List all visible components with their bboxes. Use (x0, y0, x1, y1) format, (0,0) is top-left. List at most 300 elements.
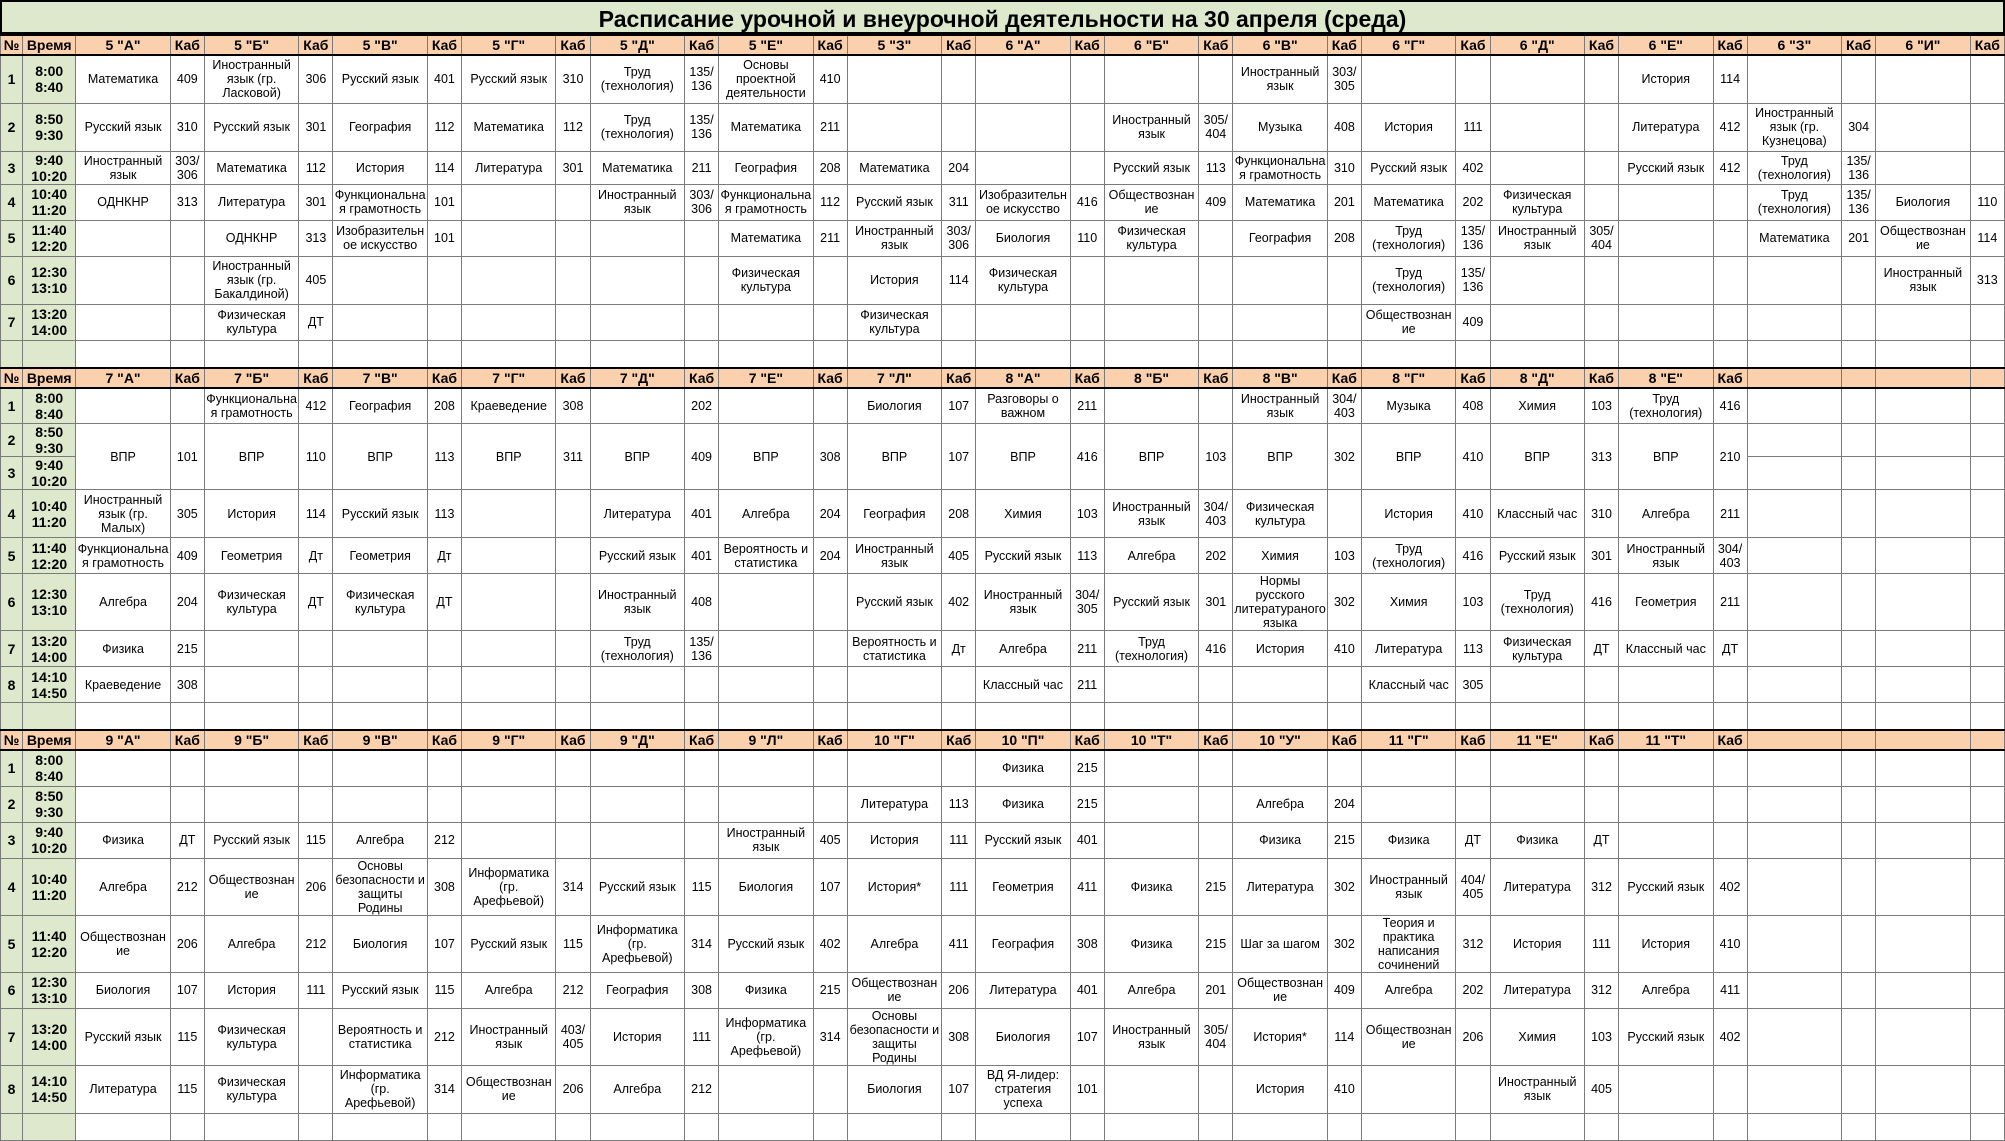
room-cell (427, 667, 461, 703)
lesson-start-time: 12:30 (31, 264, 68, 280)
room-header: Каб (942, 730, 976, 750)
room-cell: 404/ 405 (1456, 858, 1490, 915)
subject-cell: Литература (1361, 631, 1455, 667)
subject-cell: История (1361, 490, 1455, 538)
room-cell (427, 786, 461, 822)
subject-cell: Физическая культура (719, 256, 813, 304)
subject-cell: Обществознание (76, 915, 170, 972)
subject-cell: Труд (технология) (590, 103, 684, 151)
subject-cell: Биология (333, 915, 427, 972)
room-cell: 416 (1070, 184, 1104, 220)
class-name-header: 5 "В" (333, 35, 427, 55)
room-cell (170, 750, 204, 786)
spacer-cell (462, 703, 556, 731)
spacer-cell (76, 703, 170, 731)
room-cell: 110 (1970, 184, 2004, 220)
spacer-cell (23, 703, 76, 731)
room-cell: 204 (813, 490, 847, 538)
subject-cell: Литература (1233, 858, 1327, 915)
lesson-start-time: 8:00 (35, 752, 64, 769)
lesson-number: 3 (1, 151, 23, 184)
subject-cell (1876, 786, 1970, 822)
room-header (1842, 730, 1876, 750)
spacer-cell (1619, 1113, 1713, 1140)
subject-cell: Математика (1361, 184, 1455, 220)
room-cell (1842, 858, 1876, 915)
subject-cell: Функциональная грамотность (719, 184, 813, 220)
subject-cell: Алгебра (847, 915, 941, 972)
room-header: Каб (1584, 730, 1618, 750)
room-cell (813, 304, 847, 340)
subject-cell: Русский язык (1619, 858, 1713, 915)
subject-cell: Биология (847, 388, 941, 424)
subject-cell: Биология (976, 220, 1070, 256)
subject-cell (1747, 631, 1841, 667)
lesson-number: 2 (1, 424, 23, 457)
room-cell (427, 304, 461, 340)
spacer-cell (556, 703, 590, 731)
room-cell (427, 750, 461, 786)
room-cell: 304/ 305 (1070, 574, 1104, 631)
room-cell (1842, 1065, 1876, 1113)
subject-cell: Функциональная грамотность (1233, 151, 1327, 184)
room-header: Каб (813, 730, 847, 750)
room-cell (1584, 304, 1618, 340)
subject-cell: Физическая культура (204, 1008, 298, 1065)
subject-cell (847, 103, 941, 151)
subject-cell: Иностранный язык (гр. Кузнецова) (1747, 103, 1841, 151)
room-header: Каб (685, 35, 719, 55)
spacer-cell (76, 1113, 170, 1140)
subject-cell: Алгебра (590, 1065, 684, 1113)
subject-cell (976, 55, 1070, 103)
room-cell (1584, 750, 1618, 786)
subject-cell: Русский язык (333, 972, 427, 1008)
room-cell (813, 667, 847, 703)
room-cell: 202 (1456, 184, 1490, 220)
time-header: Время (23, 730, 76, 750)
room-cell: ДТ (1713, 631, 1747, 667)
room-cell: 310 (1584, 490, 1618, 538)
class-name-header: 11 "Г" (1361, 730, 1455, 750)
subject-cell (719, 388, 813, 424)
subject-cell: Труд (технология) (1747, 184, 1841, 220)
lesson-end-time: 14:00 (31, 648, 68, 665)
class-name-header: 6 "Д" (1490, 35, 1584, 55)
class-name-header: 5 "З" (847, 35, 941, 55)
room-cell: 204 (170, 574, 204, 631)
room-cell: 215 (1070, 786, 1104, 822)
lesson-time (23, 786, 76, 822)
subject-cell (333, 750, 427, 786)
room-cell (1970, 667, 2004, 703)
subject-cell: Изобразительное искусство (333, 220, 427, 256)
class-name-header: 7 "Б" (204, 368, 298, 388)
room-cell: 308 (813, 424, 847, 490)
subject-cell: Русский язык (847, 184, 941, 220)
room-cell: ДТ (299, 574, 333, 631)
subject-cell: История (847, 256, 941, 304)
subject-cell: ВПР (333, 424, 427, 490)
subject-cell: Русский язык (76, 103, 170, 151)
subject-cell (1104, 1065, 1198, 1113)
subject-cell: Литература (1490, 858, 1584, 915)
spacer-cell (76, 340, 170, 368)
room-cell (685, 822, 719, 858)
room-cell (1456, 1065, 1490, 1113)
room-cell (1970, 490, 2004, 538)
subject-cell (1747, 1008, 1841, 1065)
room-cell: 103 (1070, 490, 1104, 538)
room-cell: 308 (427, 858, 461, 915)
room-cell: ДТ (1584, 822, 1618, 858)
lesson-start-time: 13:20 (31, 306, 68, 322)
lesson-row (1, 574, 2005, 631)
room-cell: 409 (1456, 304, 1490, 340)
room-header: Каб (1199, 730, 1233, 750)
lesson-row (1, 1065, 2005, 1113)
subject-cell: Русский язык (1619, 151, 1713, 184)
subject-cell: Функциональная грамотность (204, 388, 298, 424)
lesson-time (23, 574, 76, 631)
subject-cell: Физика (1490, 822, 1584, 858)
room-cell (1842, 1008, 1876, 1065)
subject-cell: Алгебра (333, 822, 427, 858)
subject-cell: Физика (1104, 858, 1198, 915)
room-cell (813, 574, 847, 631)
lesson-time (23, 490, 76, 538)
lesson-end-time: 11:20 (31, 202, 67, 218)
page-title: Расписание урочной и внеурочной деятельности на 30 апреля (среда) (0, 0, 2005, 34)
room-cell (1842, 972, 1876, 1008)
lesson-time (23, 55, 76, 103)
room-cell: 201 (1842, 220, 1876, 256)
subject-cell (1361, 55, 1455, 103)
subject-cell (204, 631, 298, 667)
subject-cell: Иностранный язык (590, 184, 684, 220)
subject-cell: Литература (847, 786, 941, 822)
class-name-header: 5 "Г" (462, 35, 556, 55)
lesson-number-header: № (1, 368, 23, 388)
subject-cell: Алгебра (76, 574, 170, 631)
subject-cell (976, 103, 1070, 151)
subject-cell: Иностранный язык (1619, 538, 1713, 574)
subject-cell: Биология (976, 1008, 1070, 1065)
room-header: Каб (685, 368, 719, 388)
subject-cell: Обществознание (462, 1065, 556, 1113)
room-cell (556, 667, 590, 703)
spacer-cell (1619, 340, 1713, 368)
room-cell: 408 (1456, 388, 1490, 424)
room-cell (1199, 304, 1233, 340)
room-cell: 313 (170, 184, 204, 220)
time-header: Время (23, 368, 76, 388)
subject-cell (204, 667, 298, 703)
room-cell (1970, 55, 2004, 103)
room-header: Каб (1456, 730, 1490, 750)
subject-cell: Русский язык (1361, 151, 1455, 184)
room-cell: 114 (427, 151, 461, 184)
subject-cell (1619, 304, 1713, 340)
subject-cell: Физическая культура (1233, 490, 1327, 538)
room-cell: 111 (299, 972, 333, 1008)
room-cell (1584, 184, 1618, 220)
subject-cell (1619, 822, 1713, 858)
room-header: Каб (170, 368, 204, 388)
room-cell: 301 (1199, 574, 1233, 631)
room-cell: 416 (1070, 424, 1104, 490)
room-cell: 401 (1070, 822, 1104, 858)
room-cell (1970, 822, 2004, 858)
subject-cell (1876, 750, 1970, 786)
spacer-cell (1970, 1113, 2004, 1140)
room-cell: 208 (942, 490, 976, 538)
room-cell: 211 (813, 103, 847, 151)
spacer-cell (1747, 703, 1841, 731)
room-cell: 314 (556, 858, 590, 915)
subject-cell (1747, 786, 1841, 822)
room-cell: 314 (813, 1008, 847, 1065)
room-header: Каб (1713, 368, 1747, 388)
subject-cell: Обществознание (1361, 1008, 1455, 1065)
subject-cell (1876, 631, 1970, 667)
subject-cell (462, 786, 556, 822)
subject-cell: Иностранный язык (гр. Малых) (76, 490, 170, 538)
room-cell (1970, 915, 2004, 972)
subject-cell (1747, 424, 1841, 457)
lesson-number: 7 (1, 631, 23, 667)
room-cell: 303/ 306 (685, 184, 719, 220)
subject-cell (204, 786, 298, 822)
room-cell: ДТ (1584, 631, 1618, 667)
subject-cell (847, 750, 941, 786)
room-cell (1199, 1065, 1233, 1113)
spacer-cell (813, 703, 847, 731)
lesson-time (23, 1065, 76, 1113)
room-cell: 115 (170, 1008, 204, 1065)
room-cell: 408 (685, 574, 719, 631)
room-cell: 211 (813, 220, 847, 256)
subject-cell (1490, 256, 1584, 304)
room-cell: 308 (1070, 915, 1104, 972)
subject-cell (462, 538, 556, 574)
subject-cell: Иностранный язык (1876, 256, 1970, 304)
spacer-cell (942, 340, 976, 368)
subject-cell (590, 786, 684, 822)
room-cell: 410 (1456, 424, 1490, 490)
room-header: Каб (1199, 368, 1233, 388)
subject-cell: Иностранный язык (1233, 388, 1327, 424)
spacer-cell (976, 1113, 1070, 1140)
room-cell (1842, 424, 1876, 457)
subject-cell: География (333, 103, 427, 151)
spacer-cell (1199, 340, 1233, 368)
class-name-header: 6 "Е" (1619, 35, 1713, 55)
subject-cell (462, 750, 556, 786)
room-cell: 409 (685, 424, 719, 490)
room-cell: 112 (556, 103, 590, 151)
room-cell (1584, 151, 1618, 184)
subject-cell (462, 631, 556, 667)
class-name-header: 9 "Б" (204, 730, 298, 750)
spacer-cell (299, 703, 333, 731)
room-cell: ДТ (427, 574, 461, 631)
room-header: Каб (556, 730, 590, 750)
room-cell (813, 1065, 847, 1113)
subject-cell: Физическая культура (1104, 220, 1198, 256)
subject-cell: Алгебра (1619, 972, 1713, 1008)
room-cell: 304 (1842, 103, 1876, 151)
room-cell: 416 (1456, 538, 1490, 574)
subject-cell: Вероятность и статистика (847, 631, 941, 667)
room-cell: 312 (1456, 915, 1490, 972)
lesson-time (23, 424, 76, 457)
subject-cell (1876, 1008, 1970, 1065)
subject-cell (1490, 786, 1584, 822)
room-cell (1842, 631, 1876, 667)
spacer-cell (299, 1113, 333, 1140)
room-cell (1842, 822, 1876, 858)
lesson-start-time: 10:40 (31, 870, 68, 887)
spacer-cell (1584, 340, 1618, 368)
subject-cell: История (1233, 1065, 1327, 1113)
spacer-cell (976, 703, 1070, 731)
subject-cell: Иностранный язык (847, 538, 941, 574)
spacer-cell (1713, 1113, 1747, 1140)
room-cell: 305/ 404 (1199, 103, 1233, 151)
room-cell (813, 631, 847, 667)
class-name-header: 5 "Д" (590, 35, 684, 55)
subject-cell (333, 786, 427, 822)
room-cell: 212 (299, 915, 333, 972)
spacer-cell (1070, 1113, 1104, 1140)
spacer-cell (333, 1113, 427, 1140)
subject-cell: Вероятность и статистика (333, 1008, 427, 1065)
room-cell (1199, 667, 1233, 703)
spacer-cell (1713, 340, 1747, 368)
subject-cell: Химия (1490, 388, 1584, 424)
room-header: Каб (427, 368, 461, 388)
class-name-header: 7 "Е" (719, 368, 813, 388)
room-cell: 416 (1584, 574, 1618, 631)
subject-cell: Краеведение (76, 667, 170, 703)
subject-cell: Труд (технология) (1747, 151, 1841, 184)
subject-cell (1876, 915, 1970, 972)
room-cell: 303/ 305 (1327, 55, 1361, 103)
room-cell: 303/ 306 (170, 151, 204, 184)
room-cell (942, 103, 976, 151)
subject-cell: Нормы русского литератураного языка (1234, 574, 1326, 630)
subject-cell (1104, 388, 1198, 424)
room-cell: 107 (942, 1065, 976, 1113)
lesson-number: 7 (1, 1008, 23, 1065)
room-cell (1584, 103, 1618, 151)
spacer-cell (427, 340, 461, 368)
subject-cell (76, 256, 170, 304)
subject-cell: Математика (462, 103, 556, 151)
room-header: Каб (170, 730, 204, 750)
class-name-header: 10 "Г" (847, 730, 941, 750)
spacer-cell (1842, 340, 1876, 368)
subject-cell (1747, 574, 1841, 631)
room-cell (299, 631, 333, 667)
room-cell (942, 304, 976, 340)
subject-cell: Литература (76, 1065, 170, 1113)
subject-cell: Русский язык (590, 858, 684, 915)
room-cell (1842, 490, 1876, 538)
room-cell (1456, 750, 1490, 786)
lesson-start-time: 9:40 (35, 824, 64, 840)
spacer-cell (1584, 1113, 1618, 1140)
room-cell: 215 (170, 631, 204, 667)
lesson-row (1, 256, 2005, 304)
subject-cell (76, 388, 170, 424)
subject-cell: Геометрия (204, 538, 298, 574)
subject-cell: ВПР (976, 424, 1070, 490)
lesson-start-time: 13:20 (31, 1020, 68, 1037)
room-cell: 135/ 136 (685, 103, 719, 151)
room-cell (1842, 457, 1876, 490)
room-cell (427, 631, 461, 667)
class-name-header: 8 "Д" (1490, 368, 1584, 388)
room-cell: 135/ 136 (1842, 151, 1876, 184)
lesson-end-time: 12:20 (31, 555, 68, 572)
subject-cell: Математика (76, 55, 170, 103)
room-cell (942, 750, 976, 786)
room-cell: 111 (1456, 103, 1490, 151)
spacer-cell (299, 340, 333, 368)
spacer-cell (333, 340, 427, 368)
subject-cell (719, 786, 813, 822)
subject-cell (590, 388, 684, 424)
lesson-number: 5 (1, 220, 23, 256)
lesson-number: 6 (1, 972, 23, 1008)
room-cell (1713, 304, 1747, 340)
room-cell (1842, 574, 1876, 631)
subject-cell: Алгебра (1619, 490, 1713, 538)
subject-cell: Информатика (гр. Арефьевой) (590, 915, 684, 972)
spacer-cell (204, 340, 298, 368)
subject-cell (719, 574, 813, 631)
room-cell: 206 (1456, 1008, 1490, 1065)
room-cell: 103 (1456, 574, 1490, 631)
room-cell: 410 (1456, 490, 1490, 538)
room-cell: 135/ 136 (1456, 256, 1490, 304)
spacer-cell (1619, 703, 1713, 731)
subject-cell: Физическая культура (847, 304, 941, 340)
subject-cell (1104, 256, 1198, 304)
spacer-cell (1490, 703, 1584, 731)
subject-cell: Иностранный язык (719, 822, 813, 858)
subject-cell: ВПР (204, 424, 298, 490)
subject-cell: Обществознание (847, 972, 941, 1008)
room-cell (556, 184, 590, 220)
spacer-cell (590, 703, 684, 731)
room-cell (170, 256, 204, 304)
class-name-header: 9 "Д" (590, 730, 684, 750)
subject-cell (590, 220, 684, 256)
room-cell: 115 (556, 915, 590, 972)
lesson-end-time: 8:40 (35, 768, 64, 785)
subject-cell (1361, 1065, 1455, 1113)
room-cell: 114 (942, 256, 976, 304)
lesson-end-time: 13:10 (31, 280, 68, 296)
room-cell: 401 (427, 55, 461, 103)
room-header: Каб (427, 35, 461, 55)
subject-cell: ОДНКНР (204, 220, 298, 256)
room-header: Каб (1842, 35, 1876, 55)
room-cell: 301 (556, 151, 590, 184)
